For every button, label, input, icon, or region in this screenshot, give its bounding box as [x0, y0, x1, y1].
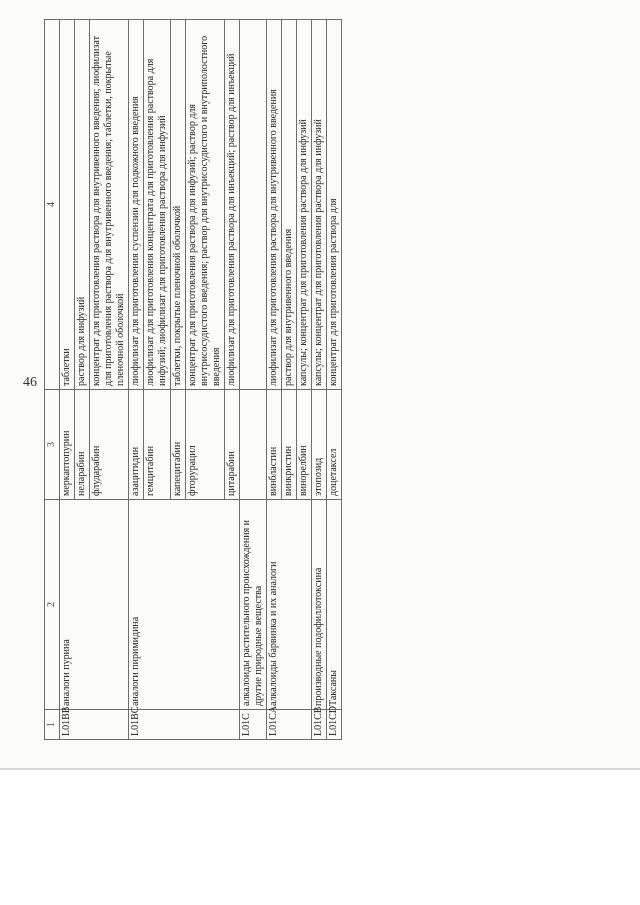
dosage-form-cell: таблетки, покрытые пленочной оболочкой [171, 20, 186, 390]
dosage-form-cell: раствор для инфузий [75, 20, 90, 390]
drug-name-cell: фторурацил [186, 390, 225, 500]
header-cell-2: 2 [45, 500, 60, 710]
atc-code-cell: L01C [240, 710, 267, 740]
header-cell-1: 1 [45, 710, 60, 740]
table-row [327, 20, 342, 740]
atc-code-cell: L01CB [312, 710, 327, 740]
drug-name-cell: винкристин [282, 390, 297, 500]
dosage-form-cell: концентрат для приготовления раствора для внутривенного введения; лиофилизат для приготовления раствора для внутривенного введения; таблетки, покрытые пленочной оболочкой [90, 20, 129, 390]
table-header-row [45, 20, 60, 740]
drug-name-cell: винбластин [267, 390, 282, 500]
drug-name-cell: неларабин [75, 390, 90, 500]
dosage-form-cell: раствор для внутривенного введения [282, 20, 297, 390]
group-name-cell: производные подофиллотоксина [312, 500, 327, 710]
dosage-form-cell: лиофилизат для приготовления концентрата для приготовления раствора для инфузий; лиофилизат для приготовления раствора для инфузий [144, 20, 171, 390]
atc-code-cell: L01BC [129, 710, 240, 740]
table-row [129, 20, 144, 740]
atc-code-cell: L01BB [60, 710, 129, 740]
drug-name-cell: этопозид [312, 390, 327, 500]
drug-name-cell: флударабин [90, 390, 129, 500]
header-cell-3: 3 [45, 390, 60, 500]
drug-classification-table [44, 19, 342, 740]
group-name-cell: Таксаны [327, 500, 342, 710]
page-number: 46 [23, 375, 37, 390]
dosage-form-cell: концентрат для приготовления раствора для [327, 20, 342, 390]
dosage-form-cell: капсулы; концентрат для приготовления раствора для инфузий [312, 20, 327, 390]
table-row [240, 20, 267, 740]
drug-name-cell: гемцитабин [144, 390, 171, 500]
group-name-cell: алкалоиды растительного происхождения и другие природные вещества [240, 500, 267, 710]
table-row [312, 20, 327, 740]
header-cell-4: 4 [45, 20, 60, 390]
dosage-form-cell: концентрат для приготовления раствора для инфузий; раствор для внутрисосудистого введения; раствор для внутрисосудистого и внутриполостного введения [186, 20, 225, 390]
group-name-cell: аналоги пиримидина [129, 500, 240, 710]
drug-name-cell [240, 390, 267, 500]
atc-code-cell: L01CA [267, 710, 312, 740]
drug-name-cell: винорелбин [297, 390, 312, 500]
dosage-form-cell: лиофилизат для приготовления суспензии для подкожного введения [129, 20, 144, 390]
drug-name-cell: азацитидин [129, 390, 144, 500]
atc-code-cell: L01CD [327, 710, 342, 740]
table-row [267, 20, 282, 740]
table-row [60, 20, 75, 740]
group-name-cell: аналоги пурина [60, 500, 129, 710]
dosage-form-cell: капсулы; концентрат для приготовления раствора для инфузий [297, 20, 312, 390]
dosage-form-cell [240, 20, 267, 390]
drug-name-cell: капецитабин [171, 390, 186, 500]
drug-name-cell: меркаптопурин [60, 390, 75, 500]
dosage-form-cell: лиофилизат для приготовления раствора для инъекций; раствор для инъекций [225, 20, 240, 390]
group-name-cell: алкалоиды барвинка и их аналоги [267, 500, 312, 710]
dosage-form-cell: лиофилизат для приготовления раствора для внутривенного введения [267, 20, 282, 390]
drug-name-cell: доцетаксел [327, 390, 342, 500]
drug-name-cell: цитарабин [225, 390, 240, 500]
dosage-form-cell: таблетки [60, 20, 75, 390]
